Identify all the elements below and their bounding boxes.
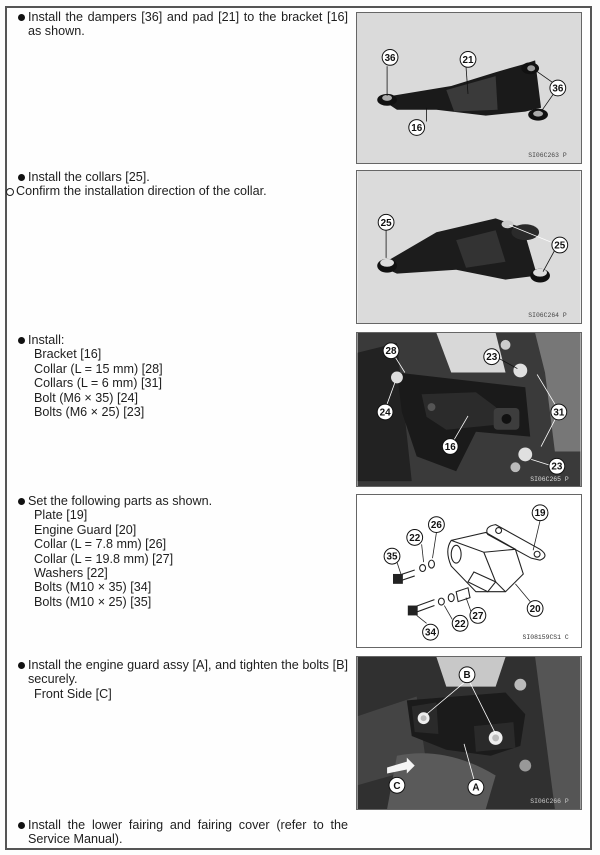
callout-36 bbox=[550, 80, 566, 96]
step-6 bbox=[18, 818, 348, 847]
svg-text:23: 23 bbox=[551, 461, 563, 473]
figure-1-bracket-dampers bbox=[356, 12, 582, 164]
figure-2-collars bbox=[356, 170, 582, 324]
step-4-item: Bolts (M10 × 25) [35] bbox=[34, 594, 152, 609]
figure-code: SI06C265 P bbox=[530, 476, 569, 484]
step-4-item: Bolts (M10 × 35) [34] bbox=[34, 580, 152, 595]
callout-23 bbox=[484, 349, 500, 365]
svg-text:25: 25 bbox=[554, 240, 566, 252]
callout-b bbox=[459, 667, 475, 683]
figure-5-illustration bbox=[357, 657, 581, 809]
svg-text:24: 24 bbox=[379, 407, 391, 419]
svg-text:36: 36 bbox=[552, 83, 564, 95]
callout-28 bbox=[383, 343, 399, 359]
step-1 bbox=[18, 10, 348, 39]
step-5 bbox=[18, 658, 348, 701]
svg-text:27: 27 bbox=[472, 610, 484, 622]
step-3-item: Bolt (M6 × 35) [24] bbox=[34, 390, 138, 405]
step-3 bbox=[18, 333, 348, 419]
svg-text:36: 36 bbox=[384, 52, 396, 64]
callout-36 bbox=[382, 50, 398, 66]
svg-text:C: C bbox=[393, 780, 401, 792]
callout-22 bbox=[452, 615, 468, 631]
step-4-item: Washers [22] bbox=[34, 566, 108, 581]
step-4-item: Collar (L = 7.8 mm) [26] bbox=[34, 537, 167, 552]
step-3-item: Bolts (M6 × 25) [23] bbox=[34, 405, 145, 420]
step-4-item: Collar (L = 19.8 mm) [27] bbox=[34, 551, 174, 566]
svg-text:31: 31 bbox=[553, 407, 565, 419]
callout-16 bbox=[409, 120, 425, 136]
step-6-text: Install the lower fairing and fairing cover (refer to the Service Manual). bbox=[18, 818, 348, 847]
callout-16 bbox=[442, 439, 458, 455]
step-2 bbox=[18, 170, 348, 199]
svg-text:20: 20 bbox=[529, 603, 541, 615]
svg-text:25: 25 bbox=[380, 217, 392, 229]
callout-35 bbox=[384, 548, 400, 564]
figure-code: SI06C263 P bbox=[528, 152, 567, 160]
step-4 bbox=[18, 494, 348, 609]
svg-text:B: B bbox=[463, 670, 471, 682]
figure-2-illustration bbox=[357, 171, 581, 323]
figure-4-exploded-diagram bbox=[356, 494, 582, 648]
callout-31 bbox=[551, 404, 567, 420]
callout-20 bbox=[527, 601, 543, 617]
figure-5-engine-guard-installed bbox=[356, 656, 582, 810]
svg-text:23: 23 bbox=[486, 352, 498, 364]
svg-text:28: 28 bbox=[385, 346, 397, 358]
callout-c bbox=[389, 777, 405, 793]
figure-code: SI08159CS1 C bbox=[522, 634, 569, 642]
figure-3-bracket-installed bbox=[356, 332, 582, 487]
callout-22 bbox=[407, 530, 423, 546]
step-4-text: Set the following parts as shown. bbox=[18, 494, 348, 508]
callout-26 bbox=[429, 517, 445, 533]
figure-4-illustration bbox=[357, 495, 581, 647]
callout-25 bbox=[552, 237, 568, 253]
step-2-note: Confirm the installation direction of the collar. bbox=[6, 184, 348, 198]
callout-23 bbox=[549, 458, 565, 474]
svg-text:22: 22 bbox=[454, 618, 466, 630]
svg-text:A: A bbox=[472, 782, 480, 794]
svg-text:16: 16 bbox=[411, 122, 423, 134]
step-5-text: Install the engine guard assy [A], and tighten the bolts [B] securely. bbox=[18, 658, 348, 687]
svg-text:16: 16 bbox=[444, 441, 456, 453]
svg-text:19: 19 bbox=[534, 508, 546, 520]
callout-27 bbox=[470, 608, 486, 624]
step-5-item: Front Side [C] bbox=[34, 686, 112, 701]
figure-3-illustration bbox=[357, 333, 581, 486]
callout-21 bbox=[460, 51, 476, 67]
step-3-item: Collars (L = 6 mm) [31] bbox=[34, 376, 162, 391]
svg-text:35: 35 bbox=[386, 551, 398, 563]
step-2-text: Install the collars [25]. bbox=[18, 170, 348, 184]
step-4-item: Engine Guard [20] bbox=[34, 522, 137, 537]
figure-code: SI06C264 P bbox=[528, 312, 567, 320]
step-3-item: Collar (L = 15 mm) [28] bbox=[34, 361, 163, 376]
svg-text:34: 34 bbox=[425, 627, 436, 639]
step-1-text: Install the dampers [36] and pad [21] to the bracket [16] as shown. bbox=[18, 10, 348, 39]
figure-code: SI06C266 P bbox=[530, 798, 569, 806]
callout-34 bbox=[423, 624, 439, 640]
callout-24 bbox=[377, 404, 393, 420]
step-4-item: Plate [19] bbox=[34, 508, 88, 523]
step-3-text: Install: bbox=[18, 333, 348, 347]
callout-25 bbox=[378, 214, 394, 230]
svg-text:21: 21 bbox=[462, 54, 474, 66]
figure-1-illustration bbox=[357, 13, 581, 163]
callout-19 bbox=[532, 505, 548, 521]
svg-text:22: 22 bbox=[409, 532, 421, 544]
svg-text:26: 26 bbox=[430, 520, 442, 532]
callout-a bbox=[468, 779, 484, 795]
step-3-item: Bracket [16] bbox=[34, 347, 102, 362]
